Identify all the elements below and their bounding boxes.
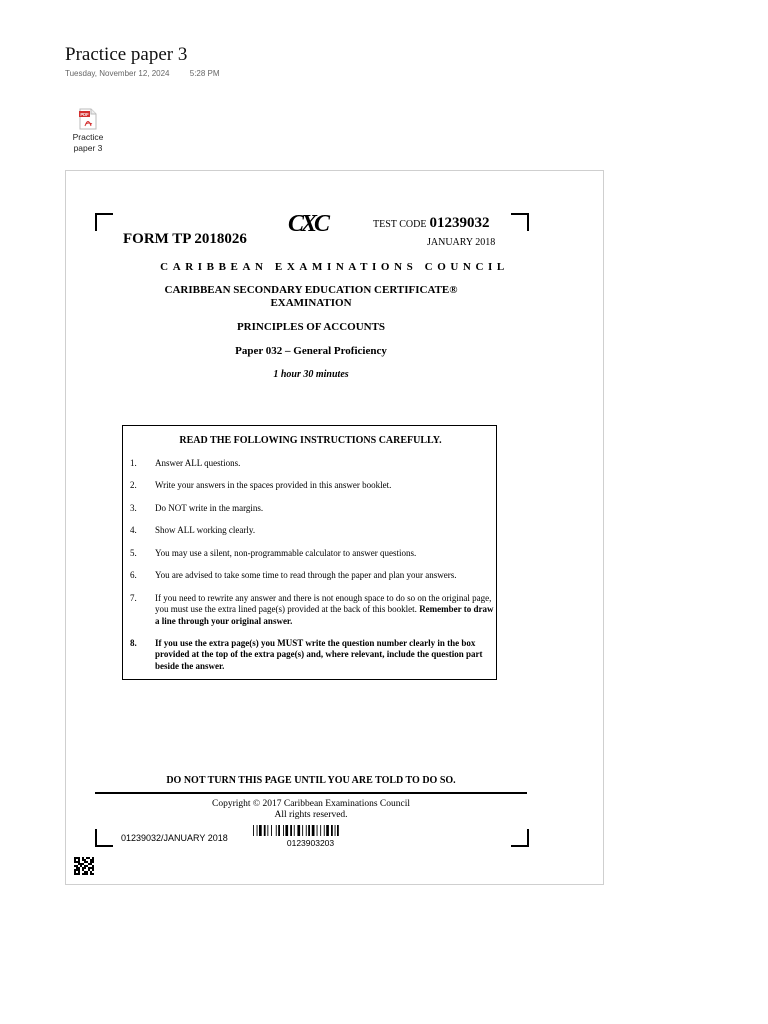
certificate-title-line1: CARIBBEAN SECONDARY EDUCATION CERTIFICATE®: [164, 284, 458, 296]
instruction-number: 3.: [130, 503, 137, 513]
copyright-line1: Copyright © 2017 Caribbean Examinations Council: [212, 799, 410, 809]
pdf-attachment[interactable]: [66, 108, 110, 154]
instruction-text-plain: If you need to rewrite any answer and there is not enough space to do so on the original page, you must use the extra lined page(s) provided at the back of this booklet.: [155, 593, 492, 615]
cxc-logo: CXC: [288, 211, 328, 237]
paper-title: Paper 032 – General Proficiency: [235, 345, 387, 357]
instruction-text: Do NOT write in the margins.: [155, 503, 264, 513]
instruction-text: Write your answers in the spaces provided in this answer booklet.: [155, 480, 392, 490]
exam-duration: 1 hour 30 minutes: [273, 369, 349, 380]
note-time: 5:28 PM: [189, 69, 220, 78]
instructions-box: [122, 425, 497, 680]
instruction-number: 7.: [130, 593, 137, 603]
test-code-number: 01239032: [429, 215, 490, 231]
crop-mark-bottom-left: [95, 829, 113, 847]
barcode: [253, 825, 368, 836]
instruction-text: You are advised to take some time to read through the paper and plan your answers.: [155, 570, 457, 580]
attachment-label-line1: Practice: [72, 132, 104, 142]
test-code-label: TEST CODE: [373, 219, 427, 230]
instruction-text: You may use a silent, non-programmable calculator to answer questions.: [155, 548, 417, 558]
certificate-title: [66, 284, 556, 310]
test-code: [373, 215, 489, 232]
certificate-title-line2: EXAMINATION: [270, 297, 352, 309]
footer-code: 01239032/JANUARY 2018: [121, 833, 228, 843]
instruction-number: 4.: [130, 525, 137, 535]
note-date: Tuesday, November 12, 2024: [65, 69, 170, 78]
instruction-number: 5.: [130, 548, 137, 558]
instruction-text: If you use the extra page(s) you MUST write the question number clearly in the box provided at the top of the extra page(s) and, where relevant, include the question part beside the answer.: [155, 638, 483, 671]
instruction-text: Show ALL working clearly.: [155, 525, 256, 535]
pdf-file-icon: [79, 108, 97, 130]
council-name: CARIBBEAN EXAMINATIONS COUNCIL: [160, 261, 509, 273]
divider: [95, 792, 527, 794]
instruction-text: [155, 593, 497, 627]
copyright-notice: [66, 799, 556, 821]
pdf-preview[interactable]: [65, 170, 604, 885]
qr-code: [74, 857, 94, 875]
subject-title: PRINCIPLES OF ACCOUNTS: [236, 321, 386, 333]
svg-text:PDF: PDF: [80, 111, 89, 117]
do-not-turn-notice: DO NOT TURN THIS PAGE UNTIL YOU ARE TOLD TO DO SO.: [166, 775, 456, 786]
attachment-label: [66, 132, 110, 154]
instruction-number: 6.: [130, 570, 137, 580]
instruction-text-bold: Remember to draw a line through your original answer.: [155, 604, 494, 626]
crop-mark-bottom-right: [511, 829, 529, 847]
crop-mark-top-right: [511, 213, 529, 231]
note-title: Practice paper 3: [65, 44, 188, 65]
instructions-heading: READ THE FOLLOWING INSTRUCTIONS CAREFULLY.: [179, 435, 442, 446]
barcode-number: 0123903203: [286, 838, 335, 848]
instruction-number: 8.: [130, 638, 137, 648]
instruction-number: 1.: [130, 458, 137, 468]
note-timestamp: [65, 69, 220, 78]
exam-date: JANUARY 2018: [427, 237, 496, 248]
form-code: FORM TP 2018026: [123, 231, 247, 247]
instruction-number: 2.: [130, 480, 137, 490]
crop-mark-top-left: [95, 213, 113, 231]
attachment-label-line2: paper 3: [73, 143, 103, 153]
copyright-line2: All rights reserved.: [274, 810, 348, 820]
instruction-text: Answer ALL questions.: [155, 458, 241, 468]
